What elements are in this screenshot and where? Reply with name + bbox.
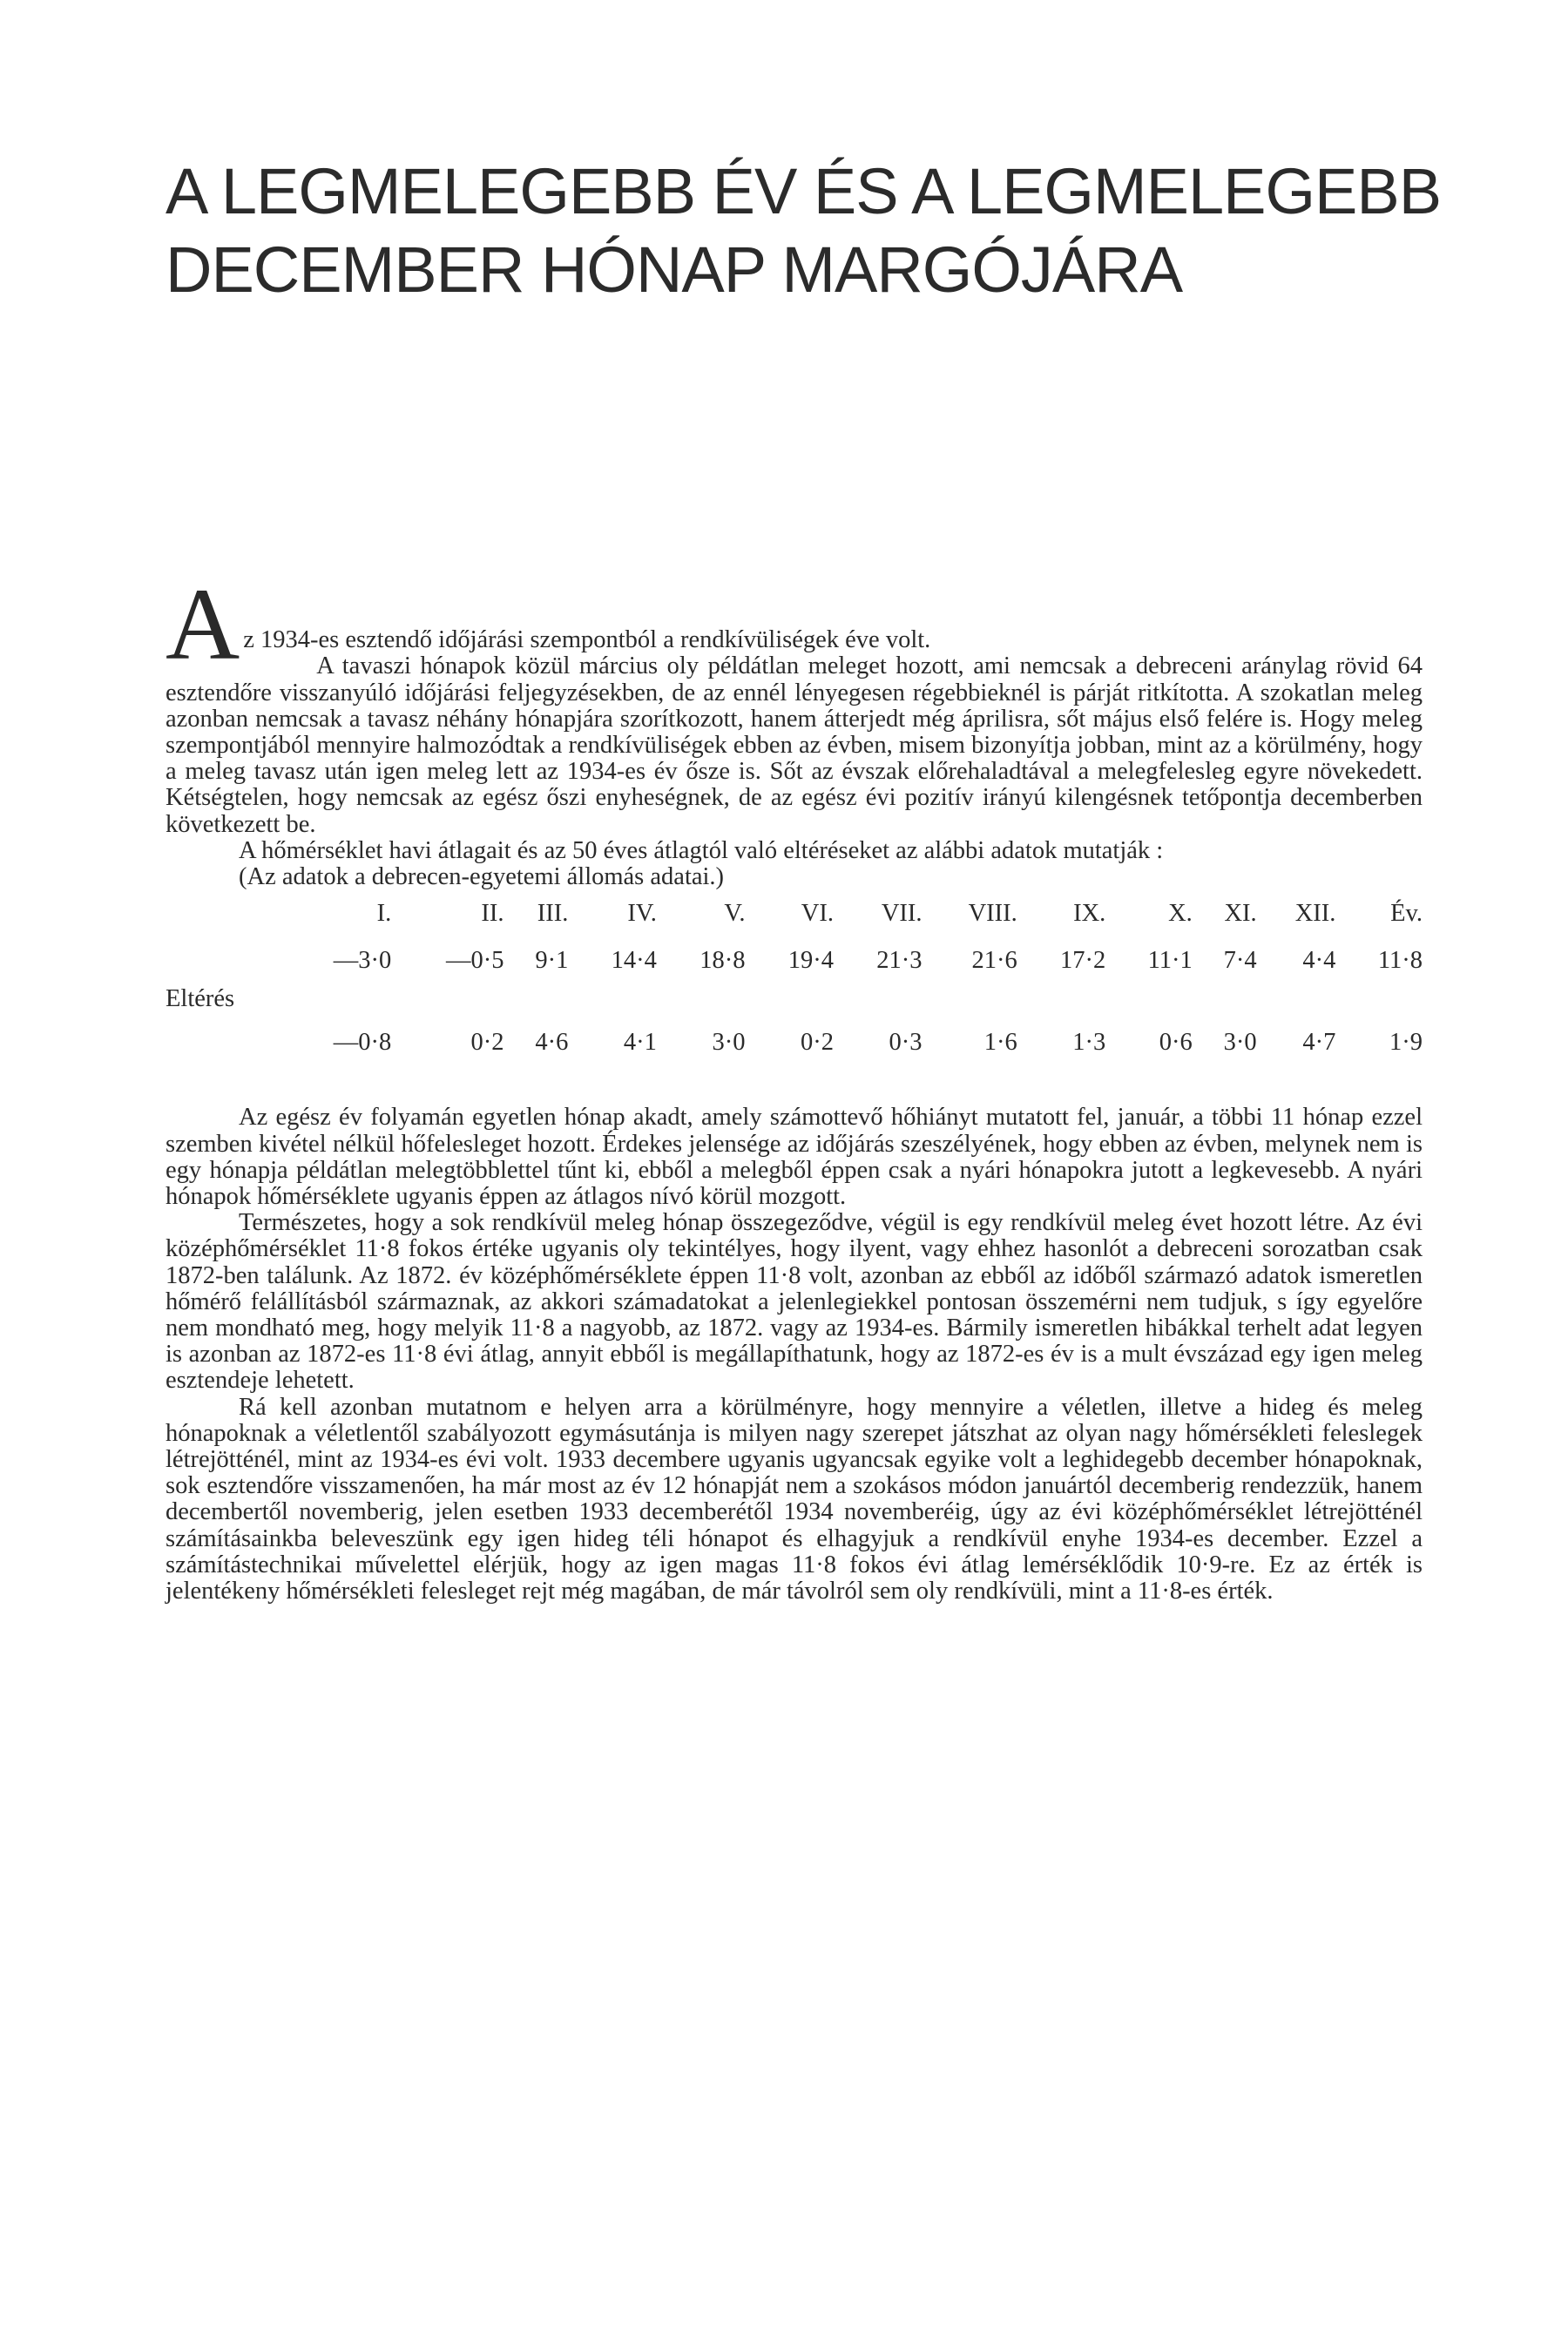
table-cell: 0·6 (1159, 1029, 1193, 1057)
table-cell: 7·4 (1223, 947, 1257, 975)
table-cell: 0·3 (889, 1029, 923, 1057)
paragraph-1: A tavaszi hónapok közül március oly példátlan meleget hozott, ami nemcsak a debreceni aránylag rövid 64 esztendőre visszanyúló időjárási feljegyzésekben, de az ennél lényegesen régebbieknél is párját ritkította. A szokatlan meleg azonban nemcsak a tavasz néhány hónapjára szorítkozott, hanem átterjedt még áprilisra, sőt május első felére is. Hogy meleg szempontjából mennyire halmozódtak a rendkívüliségek ebben az évben, misem bizonyítja jobban, mint az a körülmény, hogy a meleg tavasz után igen meleg lett az 1934-es év ősze is. Sőt az évszak előrehaladtával a melegfelesleg egyre növekedett. Kétségtelen, hogy nemcsak az egész őszi enyheségnek, de az egész évi pozitív irányú kilengésnek tetőpontja decemberben következett be. (166, 652, 1423, 838)
table-note: (Az adatok a debrecen-egyetemi állomás adatai.) (239, 863, 725, 891)
table-cell: 21·3 (876, 947, 923, 975)
table-cell: 1·9 (1389, 1029, 1423, 1057)
table-cell: 4·1 (623, 1029, 657, 1057)
table-cell: —3·0 (333, 947, 392, 975)
table-cell: 18·8 (700, 947, 746, 975)
table-cell: 3·0 (1223, 1029, 1257, 1057)
article-body (166, 567, 1423, 1605)
table-cell: 4·4 (1302, 947, 1336, 975)
temperature-table (166, 901, 1423, 1056)
table-cell: 1·3 (1072, 1029, 1106, 1057)
title-line-2: DECEMBER HÓNAP MARGÓJÁRA (166, 233, 1183, 306)
table-cell: —0·5 (446, 947, 504, 975)
table-row-averages (166, 943, 1423, 986)
title-line-1: A LEGMELEGEBB ÉV ÉS A LEGMELEGEBB (166, 155, 1442, 227)
intro-paragraph (166, 567, 1423, 681)
table-cell: 4·6 (535, 1029, 569, 1057)
paragraph-4: Természetes, hogy a sok rendkívül meleg hónap összegeződve, végül is egy rendkívül meleg évet hozott létre. Az évi középhőmérséklet 11·8 fokos értéke ugyanis oly tekintélyes, hogy ilyent, vagy ehhez hasonlót a debreceni sorozatban csak 1872-ben találunk. Az 1872. év középhőmérséklete éppen 11·8 volt, azonban az ebből az időből származó adatok ismeretlen hőmérő felállításból származnak, az akkori számadatokat a jelenlegiekkel pontosan összemérni nem tudjuk, s így egyelőre nem mondható meg, hogy melyik 11·8 a nagyobb, az 1872. vagy az 1934-es. Bármily ismeretlen hibákkal terhelt adat legyen is azonban az 1872-es 11·8 évi átlag, annyit ebből is megállapíthatunk, hogy az 1872-es év is a mult évszázad egy igen meleg esztendeje lehetett. (166, 1209, 1423, 1395)
header-cell: VII. (881, 900, 923, 928)
header-cell: XII. (1294, 900, 1336, 928)
table-cell: 0·2 (801, 1029, 834, 1057)
table-cell: 17·2 (1060, 947, 1106, 975)
table-cell: 19·4 (787, 947, 834, 975)
paragraph-3: Az egész év folyamán egyetlen hónap akadt, amely számottevő hőhiányt mutatott fel, január, a többi 11 hónap ezzel szemben kivétel nélkül hőfelesleget hozott. Érdekes jelensége az időjárás szeszélyének, hogy ebben az évben, melynek nem is egy hónapja példátlan melegtöbblettel tűnt ki, ebből a melegből éppen csak a nyári hónapokra jutott a legkevesebb. A nyári hónapok hőmérséklete ugyanis éppen az átlagos nívó körül mozgott. (166, 1104, 1423, 1211)
header-cell: VI. (801, 900, 834, 928)
drop-cap: A (166, 567, 240, 681)
row-label: Eltérés (166, 985, 235, 1013)
table-cell: 11·1 (1147, 947, 1193, 975)
table-cell: 11·8 (1377, 947, 1423, 975)
header-cell: IV. (627, 900, 657, 928)
table-cell: 0·2 (470, 1029, 504, 1057)
table-cell: 3·0 (712, 1029, 746, 1057)
header-cell: V. (724, 900, 746, 928)
table-cell: 4·7 (1302, 1029, 1336, 1057)
table-cell: 21·6 (971, 947, 1017, 975)
header-cell: II. (481, 900, 504, 928)
header-cell: III. (537, 900, 569, 928)
table-cell: 1·6 (983, 1029, 1017, 1057)
intro-text: z 1934-es esztendő időjárási szempontból a rendkívüliségek éve volt. (243, 626, 931, 654)
table-row-label (166, 986, 1423, 1012)
header-cell: X. (1168, 900, 1193, 928)
paragraph-5: Rá kell azonban mutatnom e helyen arra a körülményre, hogy mennyire a véletlen, illetve a hideg és meleg hónapoknak a véletlentől szabályozott egymásutánja is milyen nagy szerepet játszhat az olyan nagy hőmérsékleti feleslegek létrejötténél, mint az 1934-es évi volt. 1933 decembere ugyanis ugyancsak egyike volt a leghidegebb december hónapoknak, sok esztendőre visszamenően, ha már most az év 12 hónapját nem a szokásos módon januártól decemberig rendezzük, hanem decembertől novemberig, jelen esetben 1933 decemberétől 1934 novemberéig, úgy az évi középhőmérséklet létrejötténél számításainkba beleveszünk egy igen hideg téli hónapot és elhagyjuk a rendkívül enyhe 1934-es december. Ezzel a számítástechnikai művelettel elérjük, hogy az igen magas 11·8 fokos évi átlag lemérséklődik 10·9-re. Ez az érték is jelentékeny hőmérsékleti felesleget rejt még magában, de már távolról sem oly rendkívüli, mint a 11·8-es érték. (166, 1393, 1423, 1605)
header-cell: IX. (1073, 900, 1106, 928)
header-cell: I. (376, 900, 392, 928)
table-cell: —0·8 (333, 1029, 392, 1057)
table-cell: 14·4 (611, 947, 657, 975)
table-header-row (166, 901, 1423, 943)
header-cell: VIII. (968, 900, 1017, 928)
table-cell: 9·1 (535, 947, 569, 975)
article-title (166, 152, 1455, 309)
header-cell: Év. (1390, 900, 1423, 928)
header-cell: XI. (1224, 900, 1257, 928)
table-row-deviation (166, 1012, 1423, 1056)
paragraph-2: A hőmérséklet havi átlagait és az 50 éves átlagtól való eltéréseket az alábbi adatok mutatják : (239, 836, 1164, 864)
